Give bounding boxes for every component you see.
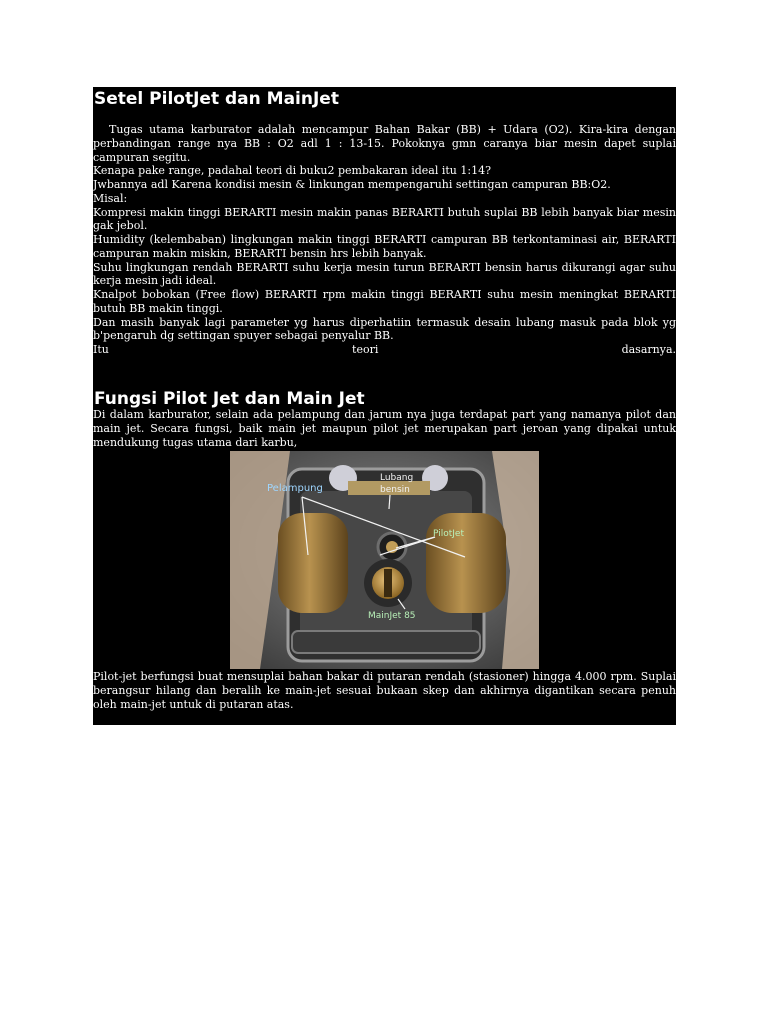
paragraph-humidity: Humidity (kelembaban) lingkungan makin tinggi BERARTI campuran BB terkontaminasi air, BERARTI campuran makin miskin, BERARTI bensin hrs lebih banyak. — [93, 233, 676, 260]
main-jet-slot — [384, 569, 392, 597]
paragraph-parameter: Dan masih banyak lagi parameter yg harus diperhatiin termasuk desain lubang masuk pada blok yg b'pengaruh dg settingan spuyer sebagai penyalur BB. — [93, 315, 676, 343]
paragraph-kompresi: Kompresi makin tinggi BERARTI mesin makin panas BERARTI butuh suplai BB lebih banyak biar mesin gak jebol. — [93, 205, 676, 233]
float-left — [278, 513, 348, 613]
paragraph-knalpot: Knalpot bobokan (Free flow) BERARTI rpm makin tinggi BERARTI suhu mesin meningkat BERARTI butuh BB makin tinggi. — [93, 288, 676, 315]
paragraph-kenapa-range: Kenapa pake range, padahal teori di buku2 pembakaran ideal itu 1:14? — [93, 164, 491, 178]
photo-label-lubang: Lubang — [380, 473, 414, 483]
photo-label-mainjet: MainJet 85 — [368, 611, 416, 621]
carburetor-photo — [230, 451, 539, 669]
paragraph-misal: Misal: — [93, 191, 128, 205]
paragraph-suhu: Suhu lingkungan rendah BERARTI suhu kerja mesin turun BERARTI bensin harus dikurangi agar suhu kerja mesin jadi ideal. — [93, 260, 676, 288]
paragraph-tugas-utama: Tugas utama karburator adalah mencampur Bahan Bakar (BB) + Udara (O2). Kira-kira dengan perbandingan range nya BB : O2 adl 1 : 13-15. Pokoknya gmn caranya biar mesin dapet suplai campuran segitu. — [93, 123, 676, 164]
section-body-setel — [93, 123, 676, 357]
float-right — [426, 513, 506, 613]
bowl-gasket — [292, 631, 480, 653]
section-intro-fungsi — [93, 408, 676, 449]
photo-label-pilotjet: PilotJet — [433, 529, 464, 539]
photo-label-pelampung: Pelampung — [267, 483, 323, 494]
paragraph-fungsi-intro: Di dalam karburator, selain ada pelampung dan jarum nya juga terdapat part yang namanya pilot dan main jet. Secara fungsi, baik main jet maupun pilot jet merupakan part jeroan yang dipakai untuk mendukung tugas utama dari karbu, — [93, 408, 676, 449]
paragraph-pilot-jet-fungsi: Pilot-jet berfungsi buat mensuplai bahan bakar di putaran rendah (stasioner) hingga 4.000 rpm. Suplai berangsur hilang dan beralih ke main-jet sesuai bukaan skep dan akhirnya digantikan secara penuh oleh main-jet untuk di putaran atas. — [93, 670, 676, 711]
section-title-fungsi: Fungsi Pilot Jet dan Main Jet — [94, 389, 365, 409]
photo-label-bensin: bensin — [380, 485, 410, 495]
section-closing-fungsi — [93, 670, 676, 711]
paragraph-teori: Itu teori dasarnya. — [93, 343, 676, 356]
document-panel — [93, 87, 676, 725]
section-title-setel: Setel PilotJet dan MainJet — [94, 89, 339, 109]
paragraph-jawaban: Jwbannya adl Karena kondisi mesin & linkungan mempengaruhi settingan campuran BB:O2. — [93, 178, 611, 191]
